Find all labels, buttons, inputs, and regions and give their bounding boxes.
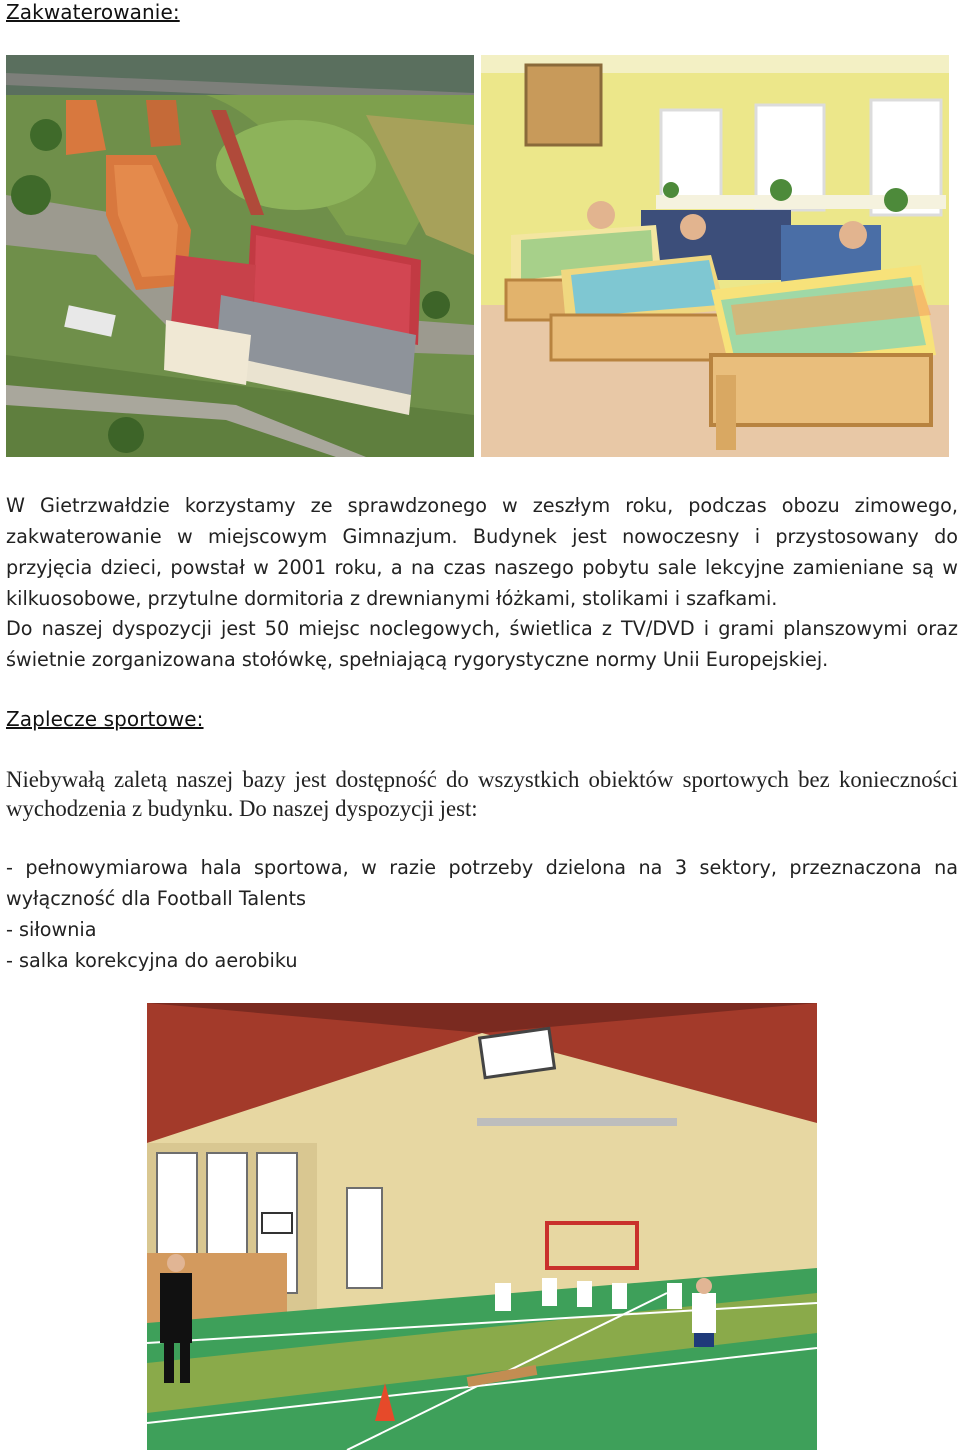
facilities-paragraph: Do naszej dyspozycji jest 50 miejsc noclegowych, świetlica z TV/DVD i grami planszowymi oraz świetnie zorganizowana stołówkę, spełniającą rygorystyczne normy Unii Europejskiej. [6, 617, 958, 671]
sports-facilities-list [6, 852, 958, 976]
dormitory-photo [481, 55, 949, 457]
accommodation-paragraph: W Gietrzwałdzie korzystamy ze sprawdzonego w zeszłym roku, podczas obozu zimowego, zakwaterowanie w miejscowym Gimnazjum. Budynek jest nowoczesny i przystosowany do przyjęcia dzieci, powstał w 2001 roku, a na czas naszego pobytu sale lekcyjne zamieniane są w kilkuosobowe, przytulne dormitoria z drewnianymi łóżkami, stolikami i szafkami. [6, 494, 958, 610]
list-item: - siłownia [6, 918, 97, 941]
list-item: - pełnowymiarowa hala sportowa, w razie potrzeby dzielona na 3 sektory, przeznaczona na wyłączność dla Football Talents [6, 856, 958, 910]
aerial-school-photo [6, 55, 474, 457]
accommodation-heading: Zakwaterowanie: [6, 0, 180, 24]
sports-heading: Zaplecze sportowe: [6, 707, 204, 731]
sports-hall-photo [147, 1003, 817, 1450]
sports-paragraph: Niebywałą zaletą naszej bazy jest dostępność do wszystkich obiektów sportowych bez konieczności wychodzenia z budynku. Do naszej dyspozycji jest: [6, 767, 958, 821]
list-item: - salka korekcyjna do aerobiku [6, 949, 298, 972]
